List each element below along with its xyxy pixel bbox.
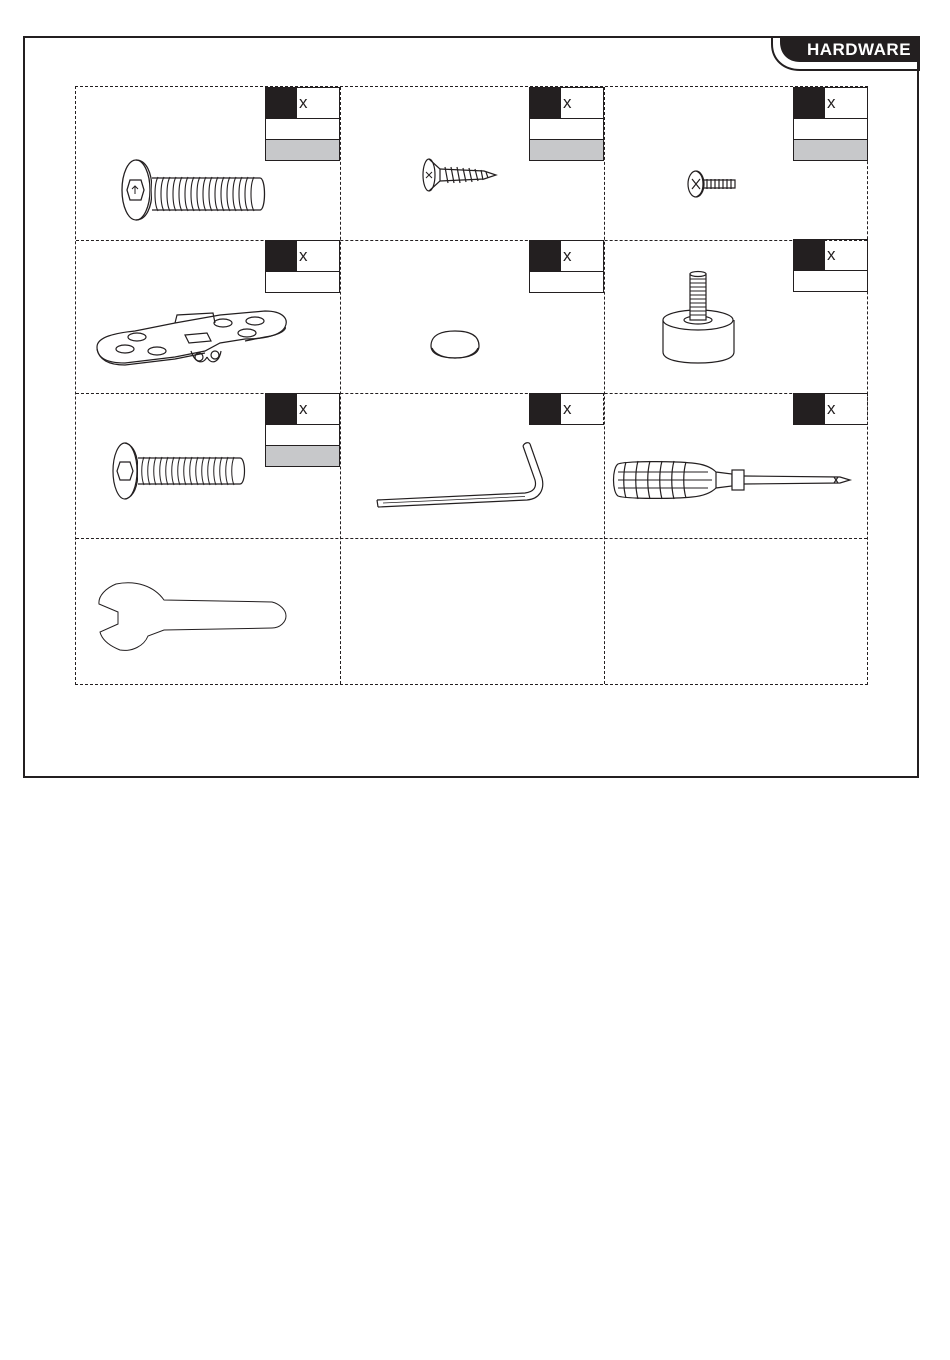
quantity-fill: [794, 394, 825, 424]
quantity-multiplier: x: [827, 399, 836, 418]
grid-divider: [340, 87, 341, 684]
levelling-foot-icon: [660, 270, 740, 365]
small-phillips-screw-icon: [685, 168, 740, 200]
size-field-shaded: [793, 140, 868, 161]
size-field: [265, 425, 340, 446]
quantity-box: [265, 240, 340, 293]
quantity-fill: [794, 240, 825, 270]
size-field: [265, 272, 340, 293]
quantity-box: [793, 239, 868, 292]
quantity-box: [793, 393, 868, 425]
quantity-multiplier: x: [299, 93, 308, 112]
quantity-box: [265, 393, 340, 467]
quantity-fill: [530, 241, 561, 271]
hex-socket-bolt-icon: [108, 440, 248, 502]
countersunk-hex-bolt-icon: [110, 158, 270, 226]
quantity-fill: [266, 394, 297, 424]
grid-divider: [76, 393, 867, 394]
size-field-shaded: [265, 446, 340, 467]
hinge-plate-icon: [95, 305, 290, 370]
quantity-multiplier: x: [563, 246, 572, 265]
quantity-multiplier: x: [563, 93, 572, 112]
quantity-box: [265, 87, 340, 161]
hardware-tab-label: HARDWARE: [806, 40, 912, 59]
size-field: [793, 271, 868, 292]
quantity-multiplier: x: [563, 399, 572, 418]
grid-divider: [604, 87, 605, 684]
cap-washer-icon: [425, 328, 485, 362]
quantity-fill: [794, 88, 825, 118]
size-field: [265, 119, 340, 140]
quantity-box: [793, 87, 868, 161]
size-field: [529, 119, 604, 140]
quantity-box: [529, 393, 604, 425]
quantity-fill: [266, 241, 297, 271]
grid-divider: [76, 538, 867, 539]
size-field: [793, 119, 868, 140]
quantity-multiplier: x: [827, 93, 836, 112]
allen-key-icon: [375, 440, 545, 512]
quantity-fill: [530, 88, 561, 118]
size-field: [529, 272, 604, 293]
quantity-box: [529, 87, 604, 161]
quantity-multiplier: x: [299, 399, 308, 418]
size-field-shaded: [265, 140, 340, 161]
size-field-shaded: [529, 140, 604, 161]
grid-divider: [76, 240, 867, 241]
screwdriver-icon: [612, 458, 854, 502]
quantity-multiplier: x: [827, 245, 836, 264]
spanner-wrench-icon: [96, 582, 290, 652]
quantity-fill: [530, 394, 561, 424]
quantity-fill: [266, 88, 297, 118]
wood-screw-icon: [420, 155, 500, 195]
quantity-multiplier: x: [299, 246, 308, 265]
quantity-box: [529, 240, 604, 293]
